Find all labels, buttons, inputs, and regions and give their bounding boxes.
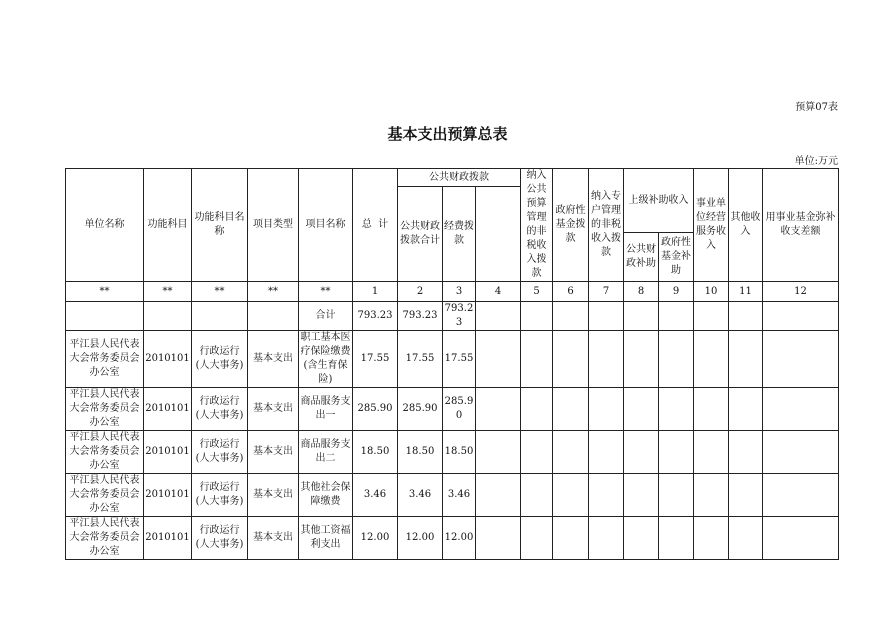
unit-label: 单位:万元 <box>794 156 838 167</box>
total-amount: 793.23 <box>353 302 398 331</box>
cell-func: 行政运行(人大事务) <box>192 474 248 517</box>
header-nontax-special: 纳入专户管理的非税收入拨款 <box>589 169 624 282</box>
cell-pf-total: 17.55 <box>398 331 443 388</box>
header-operating-funds: 经费拨款 <box>443 187 476 282</box>
cell-type: 基本支出 <box>248 388 299 431</box>
cell-code: 2010101 <box>144 388 192 431</box>
index-cell: 8 <box>624 282 659 302</box>
index-cell: 5 <box>521 282 553 302</box>
cell-func: 行政运行(人大事务) <box>192 331 248 388</box>
header-public-finance: 公共财政拨款 <box>398 169 521 187</box>
cell-item: 商品服务支出二 <box>299 431 353 474</box>
cell-func: 行政运行(人大事务) <box>192 388 248 431</box>
index-cell: 7 <box>589 282 624 302</box>
index-cell: ** <box>192 282 248 302</box>
cell-total: 285.90 <box>353 388 398 431</box>
cell-total: 12.00 <box>353 517 398 560</box>
cell-unit: 平江县人民代表大会常务委员会办公室 <box>66 517 144 560</box>
cell-pf-total: 18.50 <box>398 431 443 474</box>
header-business-fund-offset: 用事业基金弥补收支差额 <box>763 169 839 282</box>
cell-func: 行政运行(人大事务) <box>192 431 248 474</box>
index-cell: ** <box>299 282 353 302</box>
index-cell: 9 <box>659 282 694 302</box>
page-title: 基本支出预算总表 <box>387 125 508 143</box>
cell-item: 其他社会保障缴费 <box>299 474 353 517</box>
header-total: 总 计 <box>353 169 398 282</box>
header-other-income: 其他收入 <box>729 169 763 282</box>
cell-item: 其他工资福利支出 <box>299 517 353 560</box>
index-cell: 1 <box>353 282 398 302</box>
cell-type: 基本支出 <box>248 517 299 560</box>
index-cell: 2 <box>398 282 443 302</box>
header-func-code: 功能科目 <box>144 169 192 282</box>
index-cell: 6 <box>553 282 589 302</box>
header-nontax-public-budget: 纳入公共预算管理的非税收入拨款 <box>521 169 553 282</box>
header-item-type: 项目类型 <box>248 169 299 282</box>
column-index-row <box>66 282 839 302</box>
cell-total: 18.50 <box>353 431 398 474</box>
cell-type: 基本支出 <box>248 431 299 474</box>
index-cell: ** <box>66 282 144 302</box>
cell-code: 2010101 <box>144 431 192 474</box>
cell-op-funds: 17.55 <box>443 331 476 388</box>
index-cell: 12 <box>763 282 839 302</box>
cell-unit: 平江县人民代表大会常务委员会办公室 <box>66 431 144 474</box>
cell-code: 2010101 <box>144 331 192 388</box>
table-row <box>66 331 839 388</box>
index-cell: 3 <box>443 282 476 302</box>
total-operating-funds: 793.23 <box>443 302 476 331</box>
header-func-name: 功能科目名称 <box>192 169 248 282</box>
total-row <box>66 302 839 331</box>
table-row <box>66 474 839 517</box>
total-label: 合计 <box>299 302 353 331</box>
cell-op-funds: 18.50 <box>443 431 476 474</box>
index-cell: ** <box>144 282 192 302</box>
table-row <box>66 517 839 560</box>
table-row <box>66 431 839 474</box>
cell-code: 2010101 <box>144 517 192 560</box>
cell-op-funds: 12.00 <box>443 517 476 560</box>
header-public-finance-subsidy: 公共财政补助 <box>624 233 659 282</box>
header-item-name: 项目名称 <box>299 169 353 282</box>
cell-item: 职工基本医疗保险缴费(含生育保险) <box>299 331 353 388</box>
form-number: 预算07表 <box>795 102 838 113</box>
header-public-finance-total: 公共财政拨款合计 <box>398 187 443 282</box>
cell-unit: 平江县人民代表大会常务委员会办公室 <box>66 331 144 388</box>
header-business-income: 事业单位经营服务收入 <box>694 169 729 282</box>
cell-code: 2010101 <box>144 474 192 517</box>
total-public-finance: 793.23 <box>398 302 443 331</box>
index-cell: ** <box>248 282 299 302</box>
cell-pf-total: 3.46 <box>398 474 443 517</box>
index-cell: 10 <box>694 282 729 302</box>
index-cell: 4 <box>476 282 521 302</box>
cell-op-funds: 3.46 <box>443 474 476 517</box>
cell-type: 基本支出 <box>248 474 299 517</box>
table-row <box>66 388 839 431</box>
cell-func: 行政运行(人大事务) <box>192 517 248 560</box>
header-unit-name: 单位名称 <box>66 169 144 282</box>
cell-type: 基本支出 <box>248 331 299 388</box>
cell-pf-total: 12.00 <box>398 517 443 560</box>
header-public-finance-blank <box>476 187 521 282</box>
cell-total: 17.55 <box>353 331 398 388</box>
cell-unit: 平江县人民代表大会常务委员会办公室 <box>66 474 144 517</box>
cell-unit: 平江县人民代表大会常务委员会办公室 <box>66 388 144 431</box>
cell-total: 3.46 <box>353 474 398 517</box>
cell-op-funds: 285.90 <box>443 388 476 431</box>
cell-item: 商品服务支出一 <box>299 388 353 431</box>
index-cell: 11 <box>729 282 763 302</box>
header-gov-fund-subsidy: 政府性基金补助 <box>659 233 694 282</box>
budget-table <box>65 168 839 560</box>
header-superior-subsidy: 上级补助收入 <box>624 169 694 233</box>
header-gov-fund: 政府性基金拨款 <box>553 169 589 282</box>
cell-pf-total: 285.90 <box>398 388 443 431</box>
